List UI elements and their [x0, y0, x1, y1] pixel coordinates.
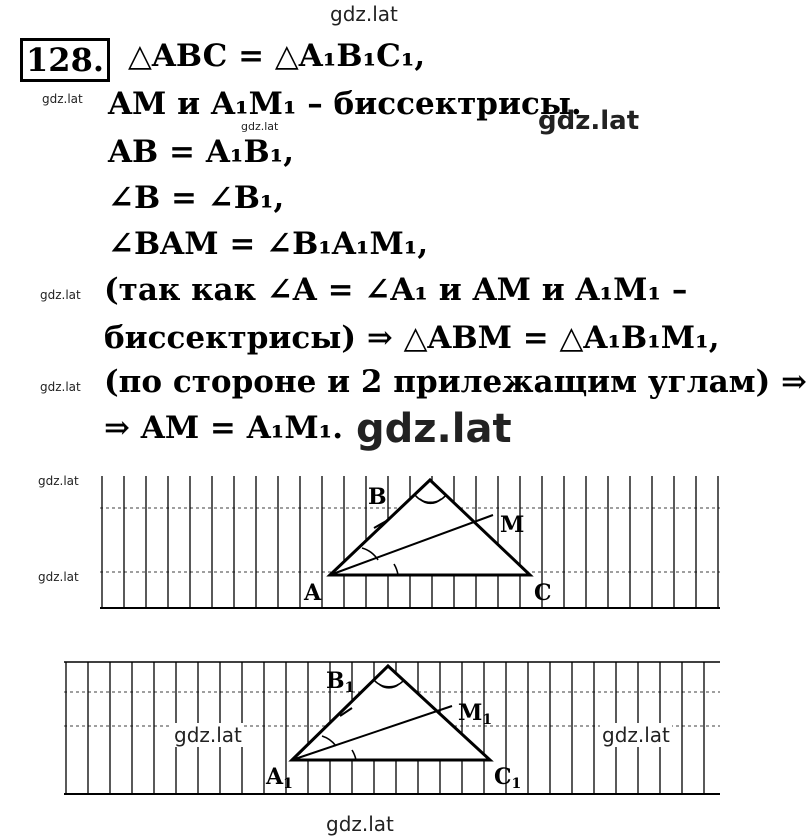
text-line-4: ∠B = ∠B₁,	[108, 180, 285, 216]
label-a: A	[304, 580, 322, 606]
text-line-7: биссектрисы) ⇒ △ABM = △A₁B₁M₁,	[104, 320, 720, 356]
text-line-6: (так как ∠A = ∠A₁ и AM и A₁M₁ –	[104, 272, 688, 308]
watermark-left-line2: gdz.lat	[42, 92, 83, 106]
text-line-3: AB = A₁B₁,	[108, 134, 295, 170]
watermark-right-line2: gdz.lat	[538, 106, 640, 136]
text-line-9: ⇒ AM = A₁M₁.	[104, 410, 344, 446]
label-m: M	[500, 512, 525, 538]
watermark-fig1-top: gdz.lat	[38, 474, 79, 488]
watermark-left-line6: gdz.lat	[40, 288, 81, 302]
watermark-big: gdz.lat	[356, 406, 512, 452]
watermark-fig2-left: gdz.lat	[174, 723, 242, 747]
watermark-small-line3: gdz.lat	[241, 120, 279, 133]
watermark-left-line8: gdz.lat	[40, 380, 81, 394]
label-a1: A1	[266, 764, 293, 792]
text-line-8: (по стороне и 2 прилежащим углам) ⇒	[104, 364, 807, 400]
watermark-fig1-bottom: gdz.lat	[38, 570, 79, 584]
watermark-top: gdz.lat	[330, 2, 398, 26]
watermark-bottom: gdz.lat	[326, 812, 394, 836]
label-b1: B1	[326, 668, 355, 696]
watermark-fig2-right: gdz.lat	[602, 723, 670, 747]
figure-triangle-abc	[0, 468, 720, 618]
label-c1: C1	[494, 764, 522, 792]
text-line-5: ∠BAM = ∠B₁A₁M₁,	[108, 226, 429, 262]
label-b: B	[368, 484, 387, 510]
text-line-1: △ABC = △A₁B₁C₁,	[128, 38, 426, 74]
problem-number: 128.	[20, 38, 110, 82]
label-c: C	[534, 580, 552, 606]
label-m1: M1	[458, 700, 493, 728]
text-line-2: AM и A₁M₁ – биссектрисы.	[108, 86, 582, 122]
